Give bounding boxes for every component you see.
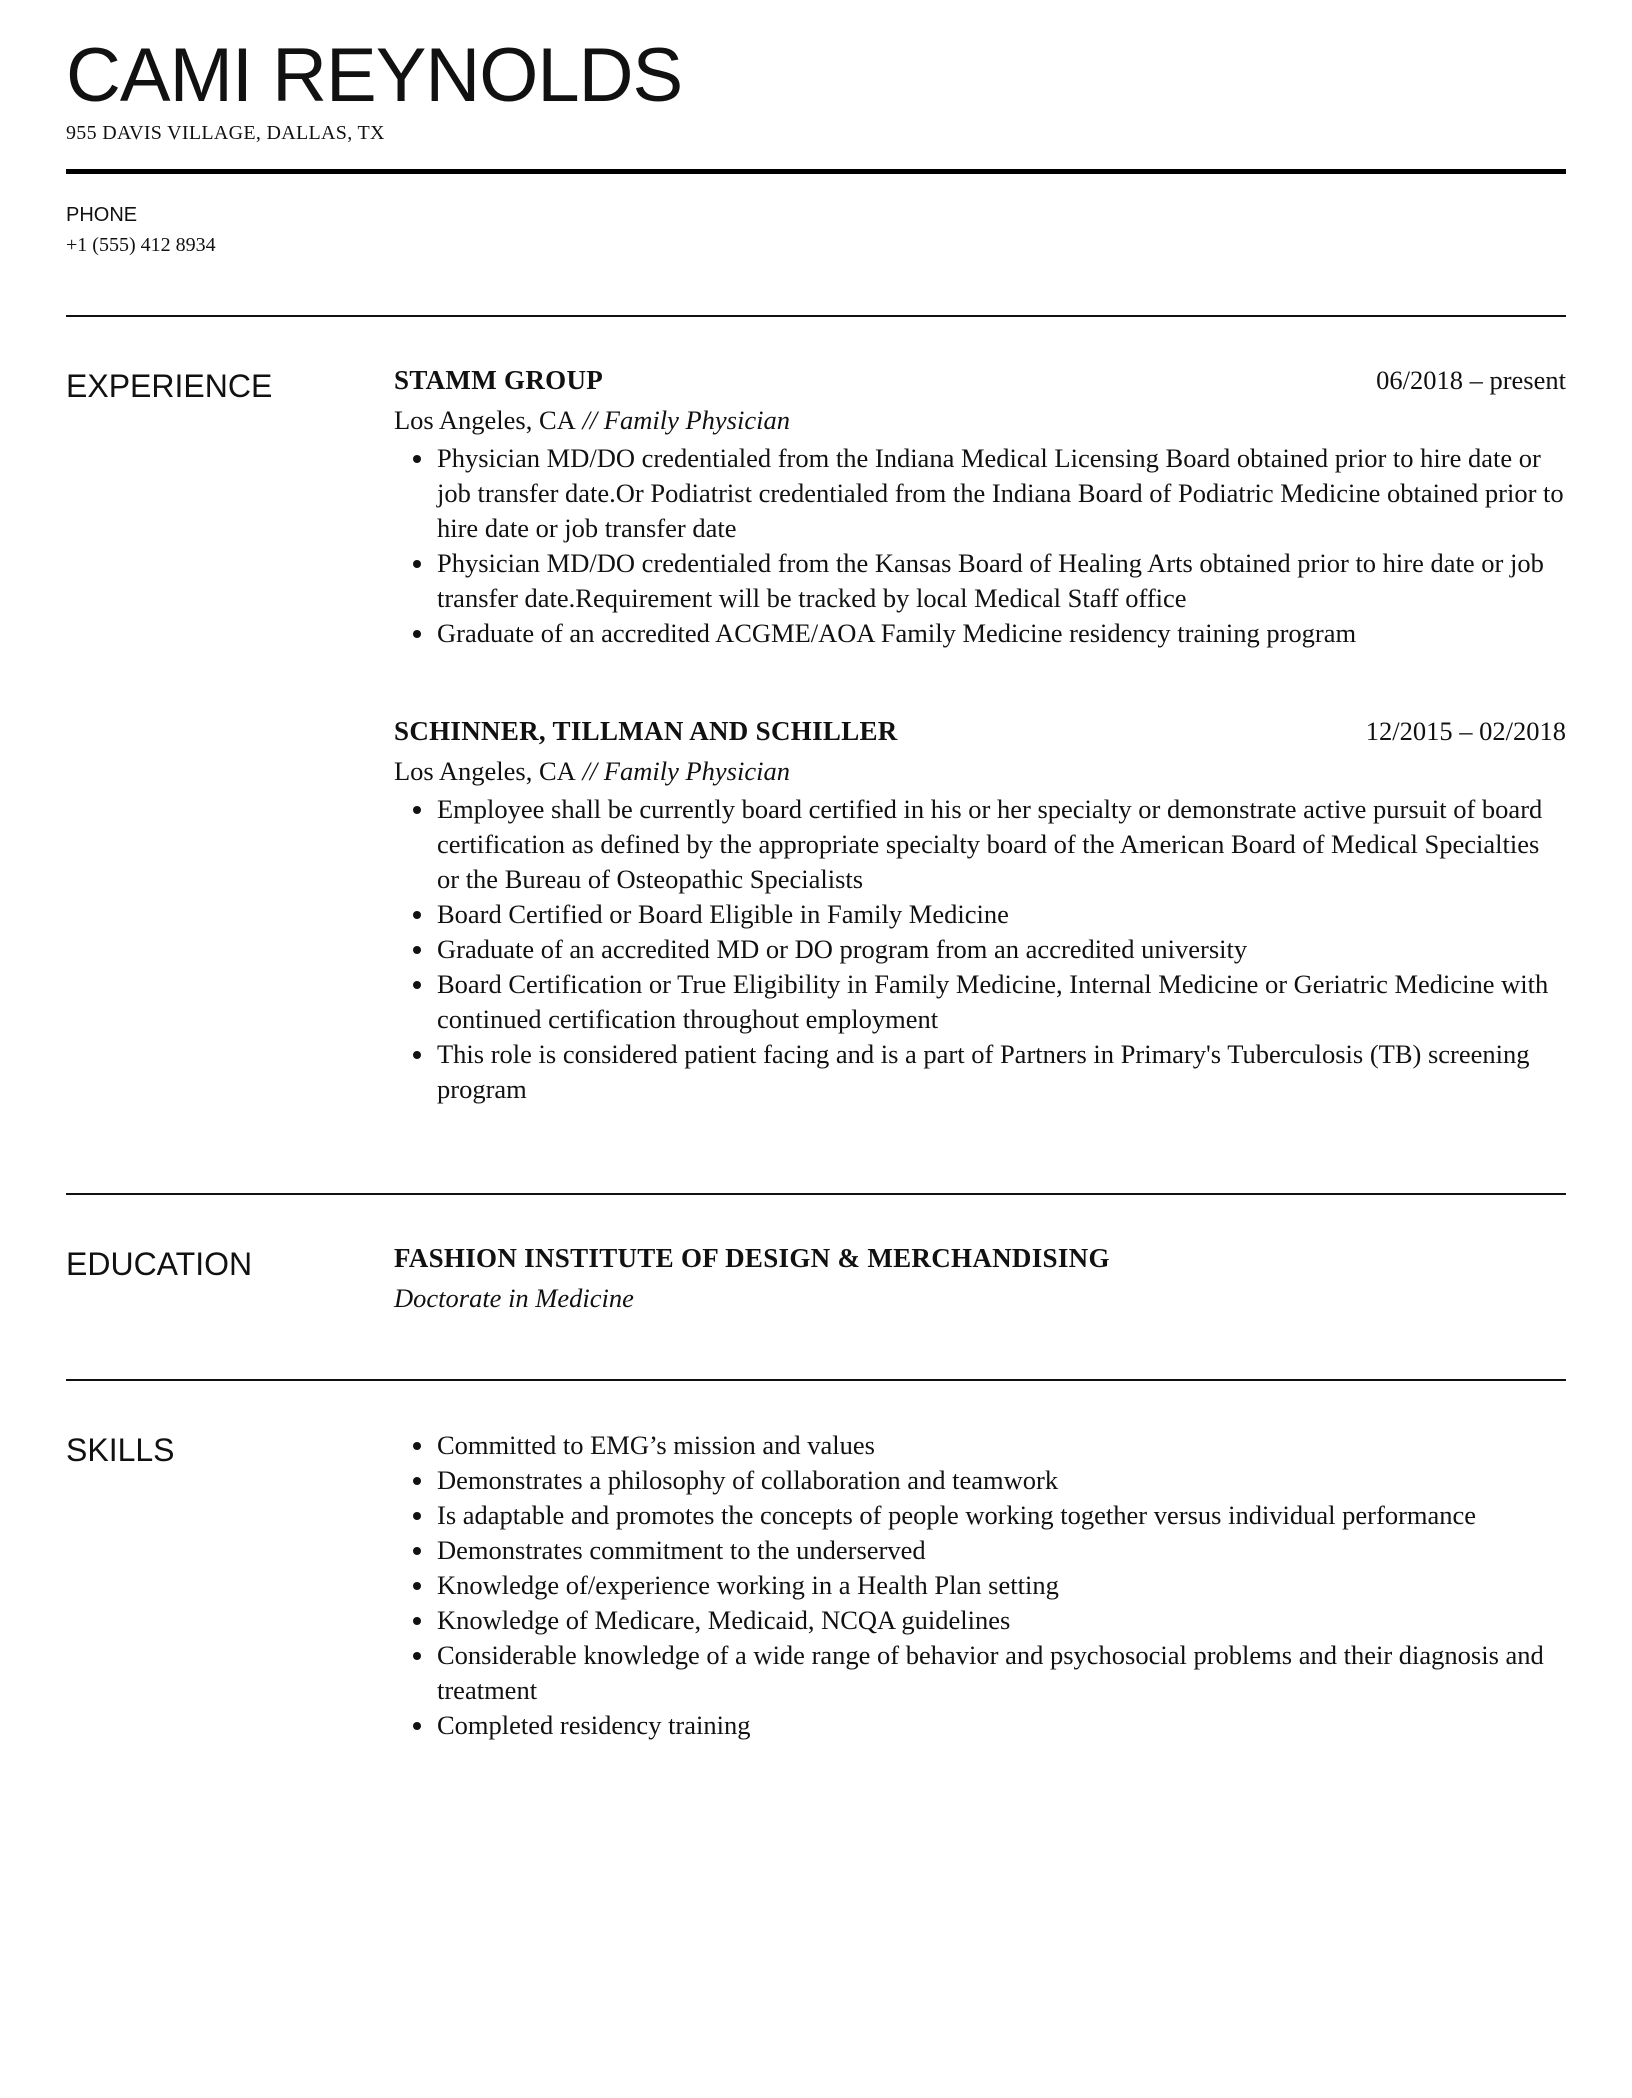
- list-item: Graduate of an accredited ACGME/AOA Family Medicine residency training program: [437, 616, 1566, 651]
- skills-section: [394, 1428, 1566, 1743]
- job-dates: 12/2015 – 02/2018: [1365, 716, 1566, 746]
- job-entry: [394, 363, 1566, 651]
- education-heading: EDUCATION: [66, 1246, 253, 1282]
- job-role: Family Physician: [603, 756, 790, 786]
- list-item: Is adaptable and promotes the concepts of people working together versus individual performance: [437, 1498, 1566, 1533]
- job-bullets: [394, 441, 1566, 651]
- education-header: [394, 1241, 1566, 1281]
- job-role: Family Physician: [603, 405, 790, 435]
- skills-list: [394, 1428, 1566, 1743]
- degree: Doctorate in Medicine: [394, 1283, 634, 1313]
- phone-number: +1 (555) 412 8934: [66, 234, 216, 256]
- list-item: Demonstrates a philosophy of collaboration and teamwork: [437, 1463, 1566, 1498]
- list-item: Knowledge of Medicare, Medicaid, NCQA guidelines: [437, 1603, 1566, 1638]
- company-name: SCHINNER, TILLMAN AND SCHILLER: [394, 716, 898, 746]
- candidate-name: CAMI REYNOLDS: [66, 33, 683, 118]
- list-item: Board Certified or Board Eligible in Family Medicine: [437, 897, 1566, 932]
- address: 955 DAVIS VILLAGE, DALLAS, TX: [66, 122, 385, 144]
- job-dates: 06/2018 – present: [1376, 365, 1566, 395]
- job-location: Los Angeles, CA: [394, 405, 576, 435]
- experience-section: [394, 363, 1566, 1107]
- job-separator: //: [575, 756, 604, 786]
- list-item: Physician MD/DO credentialed from the Indiana Medical Licensing Board obtained prior to hire date or job transfer date.Or Podiatrist credentialed from the Indiana Board of Podiatric Medicine obtained prior to hire date or job transfer date: [437, 441, 1566, 546]
- job-separator: //: [575, 405, 604, 435]
- list-item: This role is considered patient facing and is a part of Partners in Primary's Tuberculosis (TB) screening program: [437, 1037, 1566, 1107]
- list-item: Employee shall be currently board certified in his or her specialty or demonstrate active pursuit of board certification as defined by the appropriate specialty board of the American Board of Medical Specialties or the Bureau of Osteopathic Specialists: [437, 792, 1566, 897]
- job-location: Los Angeles, CA: [394, 756, 576, 786]
- list-item: Committed to EMG’s mission and values: [437, 1428, 1566, 1463]
- list-item: Physician MD/DO credentialed from the Kansas Board of Healing Arts obtained prior to hire date or job transfer date.Requirement will be tracked by local Medical Staff office: [437, 546, 1566, 616]
- education-section: [394, 1241, 1566, 1319]
- list-item: Completed residency training: [437, 1708, 1566, 1743]
- phone-label: PHONE: [66, 204, 138, 226]
- section-divider: [66, 315, 1566, 317]
- school-name: FASHION INSTITUTE OF DESIGN & MERCHANDISING: [394, 1243, 1110, 1273]
- job-subline: [394, 754, 1566, 792]
- section-divider: [66, 1379, 1566, 1381]
- job-entry: [394, 714, 1566, 1107]
- company-name: STAMM GROUP: [394, 365, 604, 395]
- job-bullets: [394, 792, 1566, 1107]
- list-item: Demonstrates commitment to the underserved: [437, 1533, 1566, 1568]
- job-header: [394, 714, 1566, 754]
- job-header: [394, 363, 1566, 403]
- skills-heading: SKILLS: [66, 1432, 175, 1468]
- list-item: Considerable knowledge of a wide range of behavior and psychosocial problems and their diagnosis and treatment: [437, 1638, 1566, 1708]
- section-divider: [66, 1193, 1566, 1195]
- list-item: Graduate of an accredited MD or DO program from an accredited university: [437, 932, 1566, 967]
- list-item: Board Certification or True Eligibility in Family Medicine, Internal Medicine or Geriatric Medicine with continued certification throughout employment: [437, 967, 1566, 1037]
- list-item: Knowledge of/experience working in a Health Plan setting: [437, 1568, 1566, 1603]
- experience-heading: EXPERIENCE: [66, 368, 273, 404]
- header-divider: [66, 169, 1566, 174]
- job-subline: [394, 403, 1566, 441]
